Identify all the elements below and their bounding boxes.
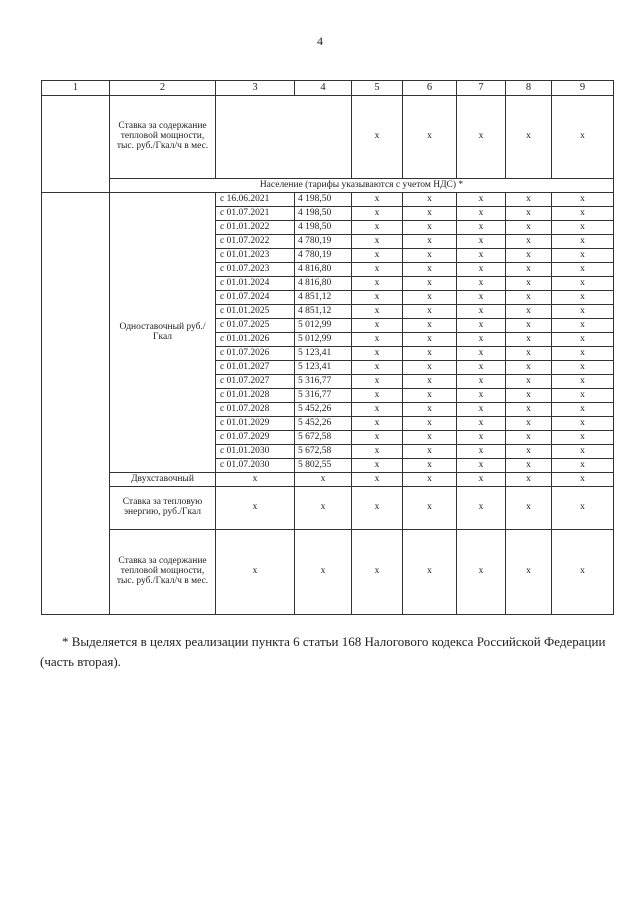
x-cell: х	[552, 389, 614, 403]
tariff-value: 4 198,50	[295, 221, 352, 235]
x-cell: х	[352, 96, 403, 179]
x-cell: х	[506, 277, 552, 291]
x-cell: х	[457, 277, 506, 291]
capacity-rate-row-bottom	[42, 530, 614, 615]
x-cell: х	[352, 263, 403, 277]
period-date: с 01.01.2030	[216, 445, 295, 459]
x-cell: х	[352, 487, 403, 530]
column-header: 4	[295, 81, 352, 96]
x-cell: х	[216, 473, 295, 487]
x-cell: х	[506, 473, 552, 487]
x-cell: х	[457, 96, 506, 179]
x-cell: х	[457, 235, 506, 249]
period-date: с 01.07.2022	[216, 235, 295, 249]
x-cell: х	[552, 221, 614, 235]
tariff-value: 5 316,77	[295, 375, 352, 389]
capacity-rate-label: Ставка за содержание тепловой мощности, тыс. руб./Гкал/ч в мес.	[110, 530, 216, 615]
x-cell: х	[403, 459, 457, 473]
x-cell: х	[403, 263, 457, 277]
x-cell: х	[506, 431, 552, 445]
x-cell: х	[506, 487, 552, 530]
period-date: с 01.07.2028	[216, 403, 295, 417]
population-section-row	[42, 179, 614, 193]
period-date: с 01.01.2023	[216, 249, 295, 263]
x-cell: х	[506, 389, 552, 403]
two-part-rate-row	[42, 473, 614, 487]
x-cell: х	[457, 347, 506, 361]
x-cell: х	[506, 417, 552, 431]
x-cell: х	[457, 487, 506, 530]
x-cell: х	[506, 263, 552, 277]
one-part-rate-label: Одноставочный руб./Гкал	[110, 193, 216, 473]
column-header: 8	[506, 81, 552, 96]
x-cell: х	[457, 361, 506, 375]
x-cell: х	[552, 207, 614, 221]
period-date: с 01.07.2027	[216, 375, 295, 389]
x-cell: х	[552, 403, 614, 417]
x-cell: х	[506, 530, 552, 615]
x-cell: х	[352, 249, 403, 263]
x-cell: х	[403, 375, 457, 389]
tariff-value: 4 198,50	[295, 207, 352, 221]
period-date: с 01.07.2023	[216, 263, 295, 277]
tariff-value: 5 802,55	[295, 459, 352, 473]
x-cell: х	[216, 530, 295, 615]
tariff-value: 5 452,26	[295, 417, 352, 431]
x-cell: х	[506, 459, 552, 473]
x-cell: х	[352, 375, 403, 389]
x-cell: х	[403, 221, 457, 235]
x-cell: х	[457, 459, 506, 473]
x-cell: х	[506, 347, 552, 361]
x-cell: х	[352, 291, 403, 305]
x-cell: х	[506, 221, 552, 235]
tariff-value: 5 123,41	[295, 347, 352, 361]
empty-cell	[216, 96, 352, 179]
x-cell: х	[403, 389, 457, 403]
x-cell: х	[403, 235, 457, 249]
x-cell: х	[403, 347, 457, 361]
x-cell: х	[403, 193, 457, 207]
page-number: 4	[317, 34, 323, 48]
tariff-value: 5 452,26	[295, 403, 352, 417]
x-cell: х	[403, 333, 457, 347]
x-cell: х	[352, 277, 403, 291]
x-cell: х	[506, 305, 552, 319]
column-header: 1	[42, 81, 110, 96]
column-header: 3	[216, 81, 295, 96]
x-cell: х	[457, 207, 506, 221]
period-date: с 01.07.2025	[216, 319, 295, 333]
period-date: с 01.07.2021	[216, 207, 295, 221]
x-cell: х	[457, 530, 506, 615]
x-cell: х	[352, 459, 403, 473]
tariff-value: 5 012,99	[295, 333, 352, 347]
category-cell	[42, 96, 110, 193]
x-cell: х	[457, 221, 506, 235]
x-cell: х	[552, 96, 614, 179]
x-cell: х	[552, 291, 614, 305]
tariff-value: 4 816,80	[295, 263, 352, 277]
tariff-row	[42, 193, 614, 207]
x-cell: х	[457, 473, 506, 487]
x-cell: х	[352, 193, 403, 207]
x-cell: х	[352, 319, 403, 333]
x-cell: х	[457, 417, 506, 431]
x-cell: х	[403, 431, 457, 445]
two-part-rate-label: Двухставочный	[110, 473, 216, 487]
x-cell: х	[403, 249, 457, 263]
period-date: с 01.01.2029	[216, 417, 295, 431]
tariff-table	[41, 80, 614, 615]
period-date: с 01.01.2028	[216, 389, 295, 403]
x-cell: х	[295, 487, 352, 530]
x-cell: х	[506, 291, 552, 305]
x-cell: х	[506, 445, 552, 459]
x-cell: х	[403, 445, 457, 459]
period-date: с 01.01.2027	[216, 361, 295, 375]
x-cell: х	[403, 487, 457, 530]
x-cell: х	[506, 319, 552, 333]
x-cell: х	[403, 319, 457, 333]
x-cell: х	[552, 347, 614, 361]
period-date: с 01.07.2030	[216, 459, 295, 473]
tariff-value: 5 123,41	[295, 361, 352, 375]
x-cell: х	[506, 96, 552, 179]
x-cell: х	[457, 445, 506, 459]
energy-rate-label: Ставка за тепловую энергию, руб./Гкал	[110, 487, 216, 530]
x-cell: х	[506, 333, 552, 347]
tariff-value: 4 816,80	[295, 277, 352, 291]
x-cell: х	[403, 96, 457, 179]
x-cell: х	[552, 417, 614, 431]
capacity-rate-label: Ставка за содержание тепловой мощности, тыс. руб./Гкал/ч в мес.	[110, 96, 216, 179]
tariff-value: 5 672,58	[295, 431, 352, 445]
x-cell: х	[457, 375, 506, 389]
x-cell: х	[552, 361, 614, 375]
x-cell: х	[403, 530, 457, 615]
x-cell: х	[552, 333, 614, 347]
x-cell: х	[403, 417, 457, 431]
column-header: 5	[352, 81, 403, 96]
x-cell: х	[295, 530, 352, 615]
x-cell: х	[352, 431, 403, 445]
population-section-label: Население (тарифы указываются с учетом НДС) *	[110, 179, 614, 193]
x-cell: х	[352, 221, 403, 235]
x-cell: х	[403, 207, 457, 221]
x-cell: х	[506, 207, 552, 221]
x-cell: х	[552, 473, 614, 487]
x-cell: х	[552, 263, 614, 277]
x-cell: х	[457, 249, 506, 263]
column-header: 7	[457, 81, 506, 96]
period-date: с 01.01.2022	[216, 221, 295, 235]
x-cell: х	[403, 361, 457, 375]
tariff-value: 4 851,12	[295, 291, 352, 305]
x-cell: х	[352, 473, 403, 487]
x-cell: х	[457, 305, 506, 319]
x-cell: х	[403, 403, 457, 417]
energy-rate-row	[42, 487, 614, 530]
x-cell: х	[552, 235, 614, 249]
x-cell: х	[403, 473, 457, 487]
footnote: * Выделяется в целях реализации пункта 6 статьи 168 Налогового кодекса Российской Федерации (часть вторая).	[40, 634, 606, 669]
period-date: с 16.06.2021	[216, 193, 295, 207]
capacity-rate-row	[42, 96, 614, 179]
x-cell: х	[552, 375, 614, 389]
x-cell: х	[457, 291, 506, 305]
x-cell: х	[352, 333, 403, 347]
period-date: с 01.07.2026	[216, 347, 295, 361]
x-cell: х	[216, 487, 295, 530]
x-cell: х	[352, 403, 403, 417]
tariff-value: 5 316,77	[295, 389, 352, 403]
x-cell: х	[552, 459, 614, 473]
x-cell: х	[552, 431, 614, 445]
x-cell: х	[352, 417, 403, 431]
x-cell: х	[506, 403, 552, 417]
column-header: 2	[110, 81, 216, 96]
x-cell: х	[352, 530, 403, 615]
x-cell: х	[506, 375, 552, 389]
x-cell: х	[552, 530, 614, 615]
tariff-value: 4 780,19	[295, 249, 352, 263]
x-cell: х	[352, 445, 403, 459]
tariff-value: 4 851,12	[295, 305, 352, 319]
column-header: 6	[403, 81, 457, 96]
column-header: 9	[552, 81, 614, 96]
x-cell: х	[506, 235, 552, 249]
tariff-value: 5 012,99	[295, 319, 352, 333]
x-cell: х	[552, 193, 614, 207]
x-cell: х	[506, 249, 552, 263]
x-cell: х	[403, 277, 457, 291]
x-cell: х	[552, 487, 614, 530]
x-cell: х	[352, 207, 403, 221]
x-cell: х	[506, 361, 552, 375]
x-cell: х	[552, 305, 614, 319]
x-cell: х	[457, 431, 506, 445]
x-cell: х	[457, 263, 506, 277]
x-cell: х	[352, 305, 403, 319]
x-cell: х	[295, 473, 352, 487]
x-cell: х	[403, 291, 457, 305]
tariff-value: 5 672,58	[295, 445, 352, 459]
x-cell: х	[457, 193, 506, 207]
period-date: с 01.07.2024	[216, 291, 295, 305]
x-cell: х	[352, 361, 403, 375]
x-cell: х	[552, 445, 614, 459]
x-cell: х	[403, 305, 457, 319]
x-cell: х	[552, 249, 614, 263]
x-cell: х	[457, 319, 506, 333]
x-cell: х	[352, 235, 403, 249]
x-cell: х	[457, 403, 506, 417]
x-cell: х	[506, 193, 552, 207]
period-date: с 01.01.2024	[216, 277, 295, 291]
x-cell: х	[457, 333, 506, 347]
category-cell	[42, 193, 110, 615]
tariff-value: 4 780,19	[295, 235, 352, 249]
x-cell: х	[352, 347, 403, 361]
header-row	[42, 81, 614, 96]
x-cell: х	[552, 319, 614, 333]
x-cell: х	[552, 277, 614, 291]
period-date: с 01.01.2025	[216, 305, 295, 319]
x-cell: х	[352, 389, 403, 403]
tariff-value: 4 198,50	[295, 193, 352, 207]
period-date: с 01.07.2029	[216, 431, 295, 445]
x-cell: х	[457, 389, 506, 403]
period-date: с 01.01.2026	[216, 333, 295, 347]
